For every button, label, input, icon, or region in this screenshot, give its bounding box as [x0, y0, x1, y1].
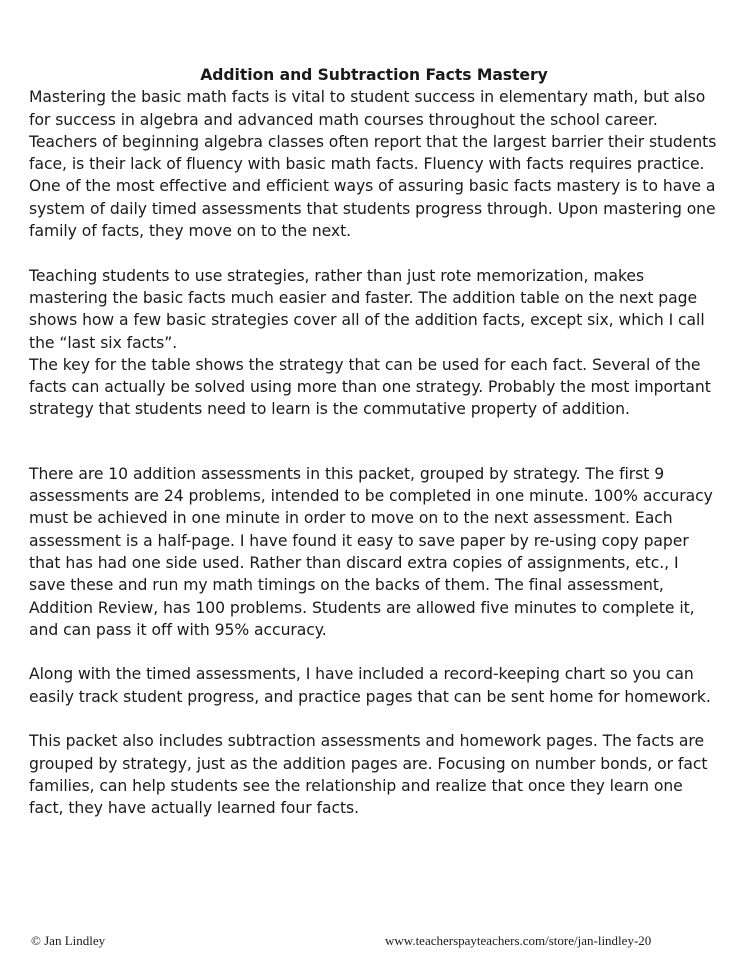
- footer-copyright: © Jan Lindley: [31, 933, 106, 948]
- paragraph-spacer: [29, 242, 719, 264]
- paragraph-strategies: Teaching students to use strategies, rather than just rote memorization, makes mastering the basic facts much easier and faster. The addition table on the next page shows how a few basic strategies cover all of the addition facts, except six, which I call the “last six facts”.: [29, 266, 705, 352]
- paragraph-subtraction: This packet also includes subtraction assessments and homework pages. The facts are grouped by strategy, just as the addition pages are. Focusing on number bonds, or fact families, can help students see the relationship and realize that once they learn one fact, they have actually learned four facts.: [29, 732, 708, 818]
- document-body: [29, 64, 719, 820]
- paragraph-record-keeping: Along with the timed assessments, I have included a record-keeping chart so you can easily track student progress, and practice pages that can be sent home for homework.: [29, 665, 711, 706]
- paragraph-spacer: [29, 641, 719, 663]
- document-title: Addition and Subtraction Facts Mastery: [200, 66, 548, 84]
- paragraph-intro: Mastering the basic math facts is vital to student success in elementary math, but also for success in algebra and advanced math courses throughout the school career. Teachers of beginning algebra classes often report that the largest barrier their students face, is their lack of fluency with basic math facts. Fluency with facts requires practice. One of the most effective and efficient ways of assuring basic facts mastery is to have a system of daily timed assessments that students progress through. Upon mastering one family of facts, they move on to the next.: [29, 88, 717, 241]
- footer-store-url[interactable]: www.teacherspayteachers.com/store/jan-lindley-20: [385, 933, 652, 948]
- paragraph-spacer: [29, 421, 719, 463]
- paragraph-assessments: There are 10 addition assessments in this packet, grouped by strategy. The first 9 assessments are 24 problems, intended to be completed in one minute. 100% accuracy must be achieved in one minute in order to move on to the next assessment. Each assessment is a half-page. I have found it easy to save paper by re-using copy paper that has had one side used. Rather than discard extra copies of assignments, etc., I save these and run my math timings on the backs of them. The final assessment, Addition Review, has 100 problems. Students are allowed five minutes to complete it, and can pass it off with 95% accuracy.: [29, 464, 713, 639]
- paragraph-spacer: [29, 708, 719, 730]
- paragraph-table-key: The key for the table shows the strategy that can be used for each fact. Several of the facts can actually be solved using more than one strategy. Probably the most important strategy that students need to learn is the commutative property of addition.: [29, 355, 711, 419]
